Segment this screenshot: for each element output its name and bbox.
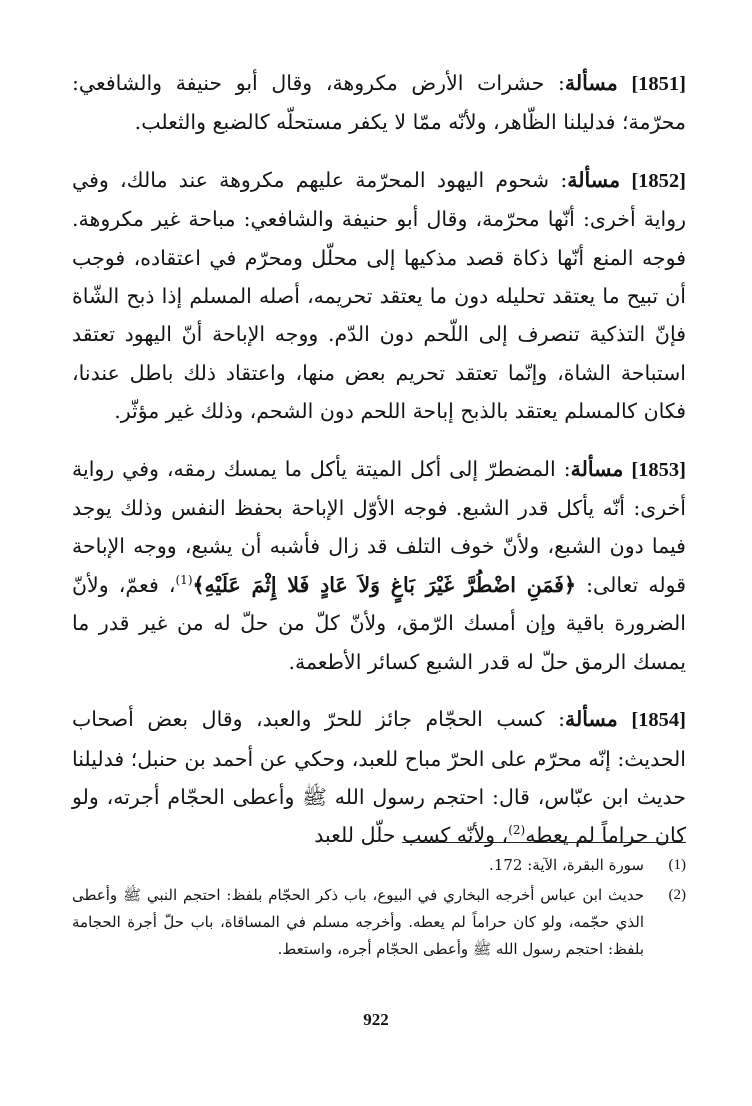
footnote-ref: (1) xyxy=(175,573,193,588)
footnote-number: (1) xyxy=(668,857,686,873)
issue-keyword: مسألة xyxy=(565,707,618,732)
issue-colon: : xyxy=(549,167,568,192)
issue-colon: : xyxy=(544,707,566,732)
footnote-2 xyxy=(72,882,686,963)
issue-1852 xyxy=(72,161,686,431)
quran-verse: ﴿فَمَنِ اضْطُرَّ غَيْرَ بَاغٍ وَلاَ عَادٍ فَلا إِثْمَ عَلَيْهِ﴾ xyxy=(192,572,576,597)
issue-keyword: مسألة xyxy=(567,167,621,192)
issue-colon: : xyxy=(555,456,571,481)
issue-colon: : xyxy=(544,71,565,95)
issue-text-before: المضطرّ إلى أكل الميتة يأكل ما يمسك رمقه، وفي رواية أخرى: أنّه يأكل قدر الشبع. فوجه الأوّل الإباحة بحفظ النفس وذلك يوجد فيما دون الشبع، ولأنّ خوف التلف قد زال فأشبه أن يشبع، ووجه الإباحة قوله تعالى: xyxy=(72,456,686,597)
issue-number: [1852] xyxy=(631,169,686,192)
issue-text-after: ، فعمّ، ولأنّ الضرورة باقية وإن أمسك الرّمق، ولأنّ كلّ من حلّ له من غير قدر ما يمسك الرمق حلّ له قدر الشبع كسائر الأطعمة. xyxy=(72,572,686,674)
issue-number: [1854] xyxy=(631,709,686,732)
footnote-1 xyxy=(72,852,686,879)
footnote-text: حديث ابن عباس أخرجه البخاري في البيوع، باب ذكر الحجّام بلفظ: احتجم النبي ﷺ وأعطى الذي حجّمه، ولو كان حراماً لم يعطه. وأخرجه مسلم في المساقاة، باب حلّ أجرة الحجامة بلفظ: احتجم رسول الله ﷺ وأعطى الحجّام أجره، واستعط. xyxy=(72,886,644,958)
issue-text: حشرات الأرض مكروهة، وقال أبو حنيفة والشافعي: محرّمة؛ فدليلنا الظّاهر، ولأنّه ممّا لا يكفر مستحلّه كالضبع والثعلب. xyxy=(72,71,686,135)
footnotes xyxy=(72,852,686,966)
issue-1854 xyxy=(72,700,686,855)
footnote-text: سورة البقرة، الآية: 172. xyxy=(489,856,644,874)
footnote-divider xyxy=(402,842,686,843)
issue-text-before: كسب الحجّام جائز للحرّ والعبد، وقال بعض أصحاب الحديث: إنّه محرّم على الحرّ مباح للعبد، وحكي عن أحمد بن حنبل؛ فدليلنا حديث ابن عبّاس، قال: احتجم رسول الله ﷺ وأعطى الحجّام أجرته، ولو كان حراماً لم يعطه xyxy=(72,707,686,848)
issue-number: [1853] xyxy=(631,458,686,481)
issue-1853 xyxy=(72,450,686,681)
issue-number: [1851] xyxy=(631,73,686,95)
issue-keyword: مسألة xyxy=(564,71,618,95)
page-number: 922 xyxy=(363,1010,389,1029)
main-text xyxy=(72,64,686,855)
footnote-ref: (2) xyxy=(508,823,526,838)
issue-keyword: مسألة xyxy=(570,456,624,481)
issue-text: شحوم اليهود المحرّمة عليهم مكروهة عند مالك، وفي رواية أخرى: أنّها محرّمة، وقال أبو حنيفة والشافعي: مباحة غير مكروهة. فوجه المنع أنّها ذكاة قصد مذكيها إلى محلّل ومحرّم في اعتقاده، فوجب أن تبيح ما يعتقد تحليله دون ما يعتقد تحريمه، أصله المسلم إذا ذبح الشّاة فإنّ التذكية تنصرف إلى اللّحم دون الدّم. ووجه الإباحة أنّ اليهود تعتقد استباحة الشاة، وإنّما تعتقد تحريم بعض منها، واعتقاد ذلك باطل عندنا، فكان كالمسلم يعتقد بالذبح إباحة اللحم دون الشحم، وذلك غير مؤثّر. xyxy=(72,167,686,424)
issue-text-after: ، ولأنّه كسب حلّل للعبد xyxy=(314,823,509,848)
footnote-number: (2) xyxy=(668,887,686,903)
issue-1851 xyxy=(72,64,686,142)
